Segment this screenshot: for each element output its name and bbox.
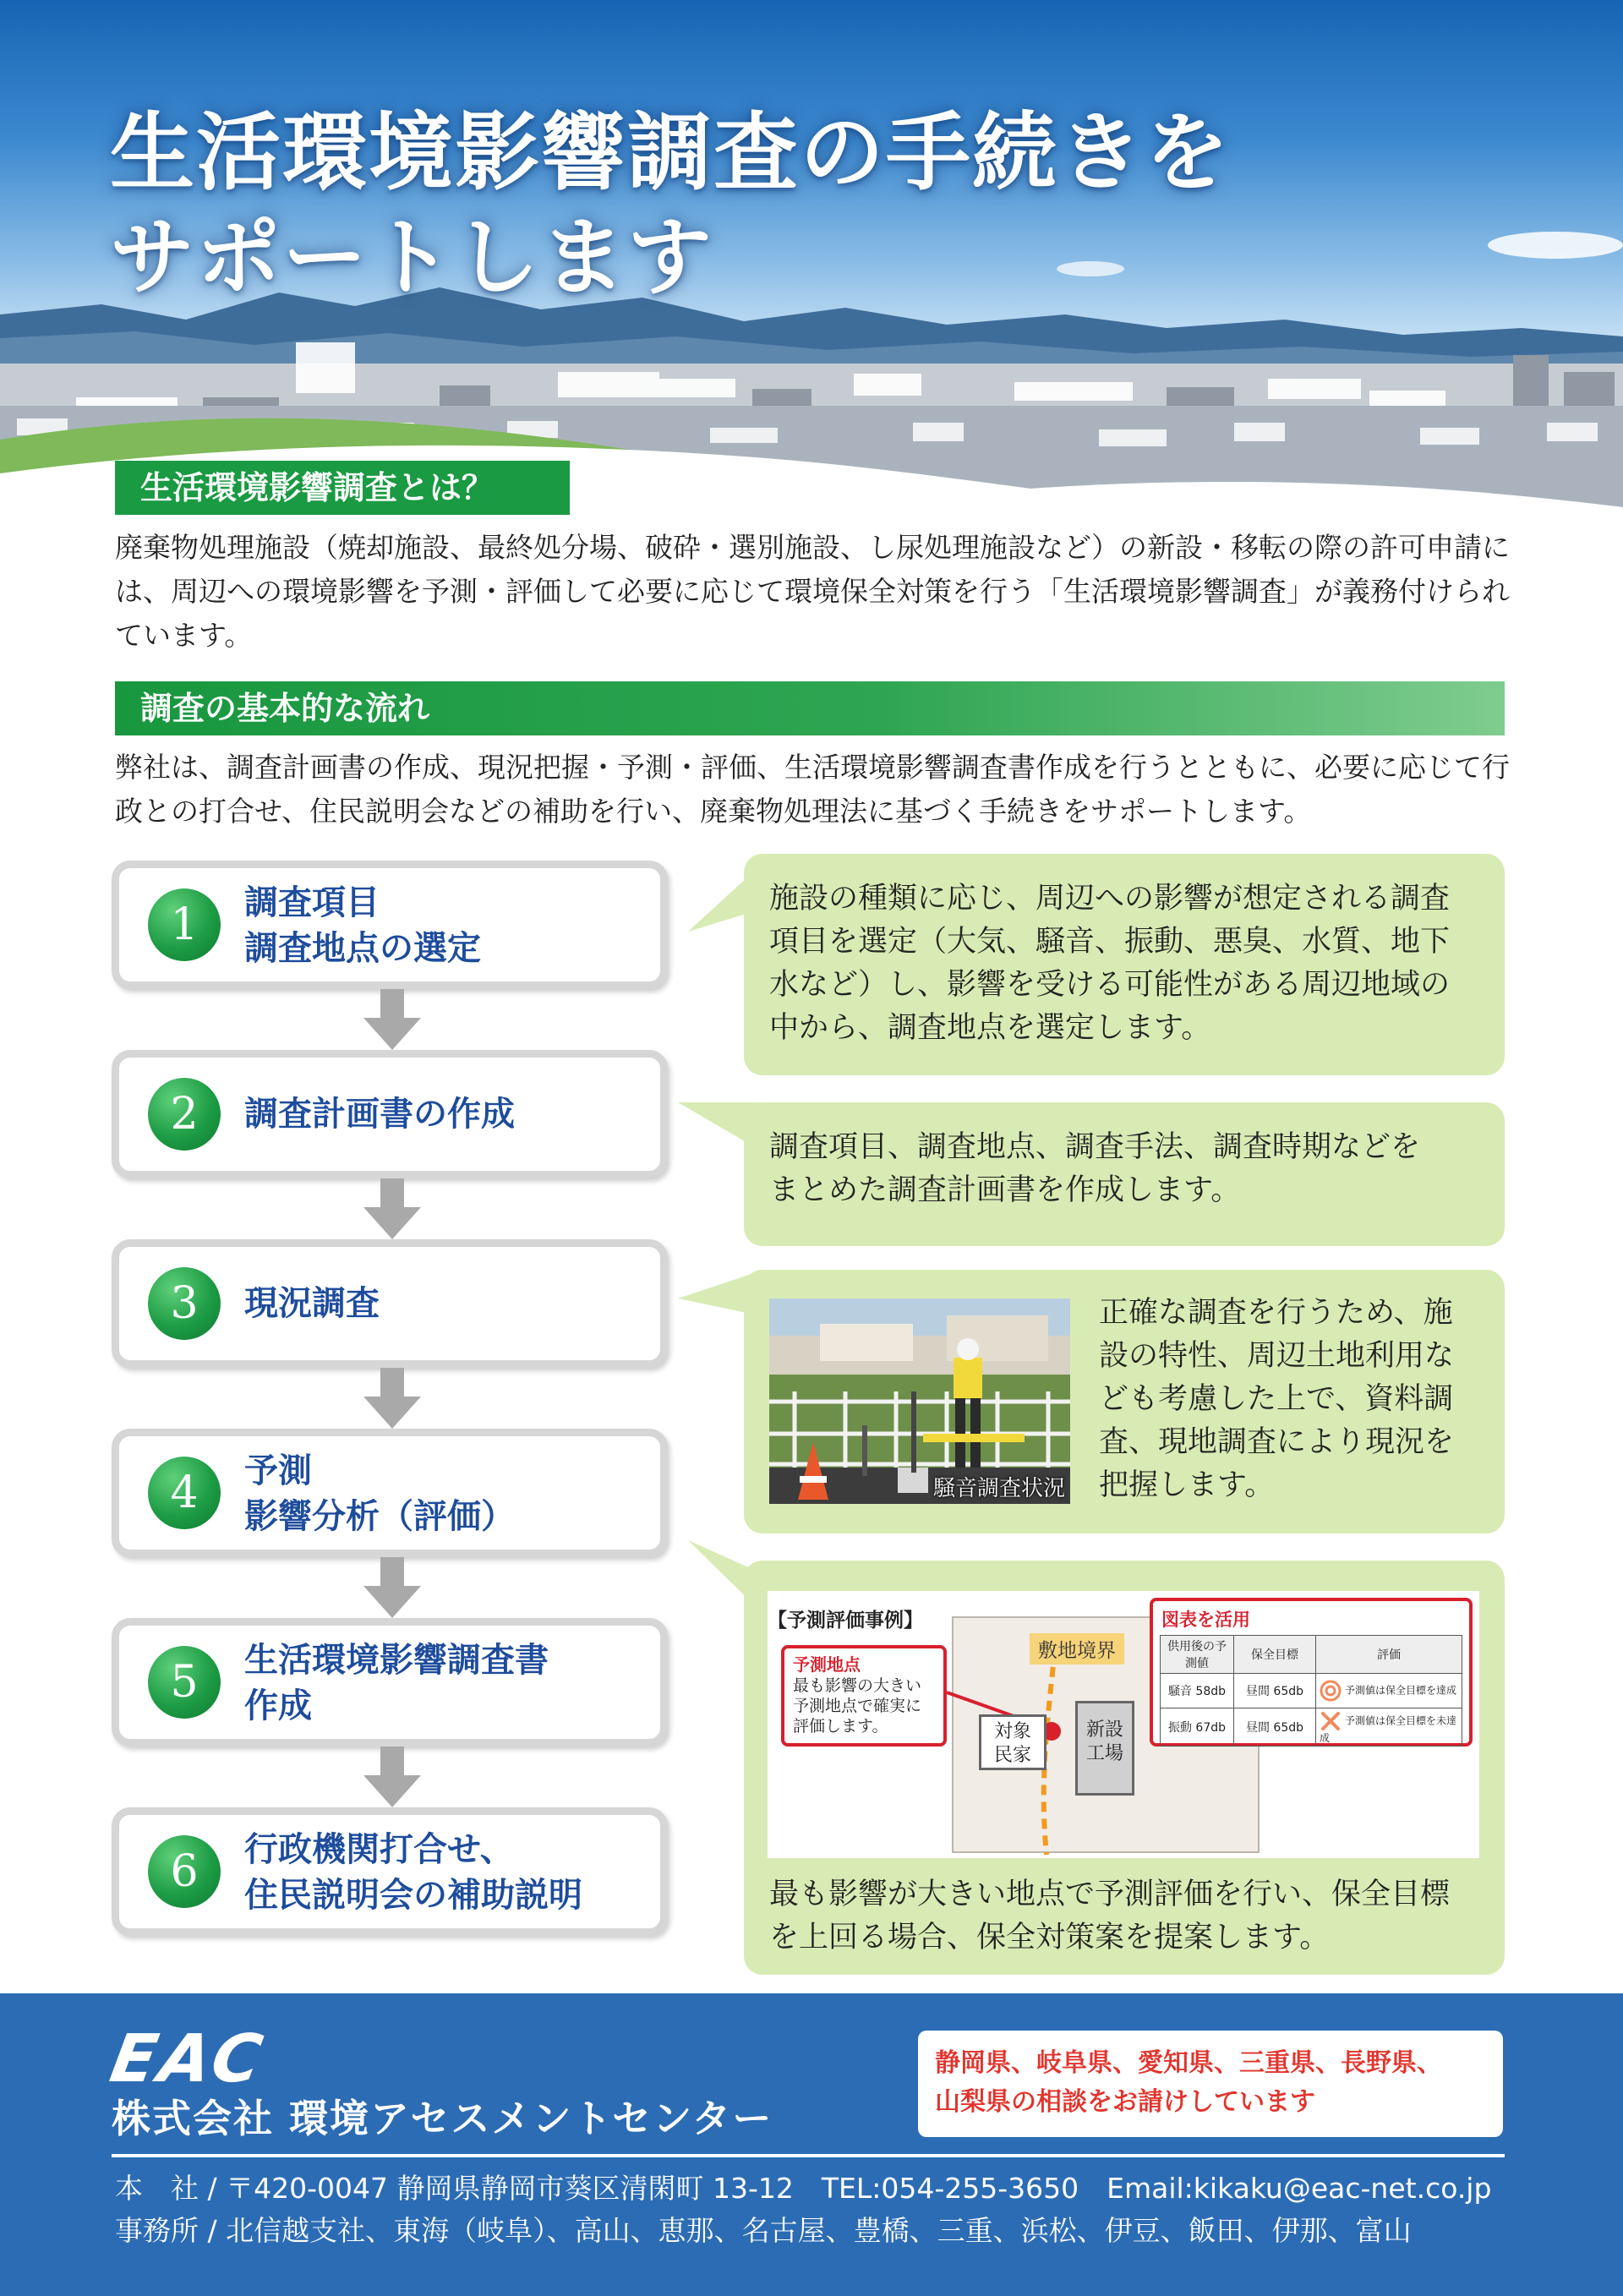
down-arrow-icon [363, 1178, 421, 1239]
table-header: 保全目標 [1234, 1636, 1316, 1674]
step-label-line1: 調査項目 [244, 883, 380, 922]
step-card-3 [112, 1239, 668, 1368]
step-card-2 [112, 1050, 668, 1178]
callout-line: 施設の種類に応じ、周辺への影響が想定される調査 [769, 882, 1451, 916]
step-label-line1: 行政機関打合せ、 [244, 1830, 514, 1869]
factory-label-line2: 工場 [1085, 1743, 1123, 1764]
callout-line: を上回る場合、保全対策案を提案します。 [769, 1921, 1330, 1954]
step-number-badge: 1 [148, 888, 221, 961]
down-arrow-icon [363, 989, 421, 1050]
down-arrow-icon [363, 1368, 421, 1429]
callout-1-text [769, 877, 1450, 1050]
step-label [244, 1827, 582, 1918]
down-arrow-icon [363, 1747, 421, 1807]
office-list: 事務所 / 北信越支社、東海（岐阜）、高山、恵那、名古屋、豊橋、三重、浜松、伊豆、飯田、伊那、富山 [115, 2214, 1412, 2247]
new-factory [1075, 1701, 1134, 1796]
step-label [244, 1637, 549, 1729]
double-circle-ok-icon [1320, 1680, 1342, 1702]
step-label-line2: 調査地点の選定 [244, 929, 481, 968]
eac-logo: EAC [105, 2021, 271, 2097]
callout-line: 水など）し、影響を受ける可能性がある周辺地域の [769, 968, 1451, 1002]
section-heading-what-is: 生活環境影響調査とは？ [115, 461, 570, 515]
table-header: 供用後の予測値 [1161, 1636, 1234, 1674]
step-number-badge: 2 [148, 1078, 221, 1151]
callout-line: 最も影響が大きい地点で予測評価を行い、保全目標 [769, 1878, 1451, 1911]
callout-line: ども考慮した上で、資料調 [1099, 1382, 1454, 1416]
section-body-what-is: 廃棄物処理施設（焼却施設、最終処分場、破砕・選別施設、し尿処理施設など）の新設・移転の際の許可申請には、周辺への環境影響を予測・評価して必要に応じて環境保全対策を行う「生活環境影響調査」が義務付けられています。 [115, 531, 1510, 652]
section-heading-flow: 調査の基本的な流れ [115, 681, 1505, 735]
hero-banner [0, 0, 1623, 507]
headquarters-address: 本 社 / 〒420-0047 静岡県静岡市葵区清閑町 13-12 TEL:054-255-3650 Email:kikaku@eac-net.co.jp [115, 2172, 1492, 2205]
step-number-badge: 5 [148, 1646, 221, 1719]
step-number-badge: 4 [148, 1457, 221, 1529]
evaluation-table-title: 図表を活用 [1161, 1610, 1250, 1630]
evaluation-text: 予測値は保全目標を未達成 [1320, 1714, 1457, 1744]
callout-line: まとめた調査計画書を作成します。 [769, 1173, 1241, 1207]
evaluation-text: 予測値は保全目標を達成 [1345, 1684, 1457, 1697]
company-name: 株式会社 環境アセスメントセンター [112, 2096, 773, 2141]
prediction-point-desc: 最も影響の大きい予測地点で確実に評価します。 [793, 1676, 922, 1736]
table-cell: 昼間 65db [1234, 1708, 1316, 1747]
callout-line: 把握します。 [1099, 1468, 1275, 1502]
evaluation-table-box [1150, 1598, 1473, 1747]
table-cell: 昼間 65db [1234, 1674, 1316, 1708]
table-row [1161, 1708, 1462, 1747]
table-cell: 騒音 58db [1161, 1674, 1234, 1708]
factory-label-line1: 新設 [1085, 1719, 1123, 1741]
service-regions-box [918, 2031, 1503, 2137]
step-label [244, 1281, 380, 1326]
table-row [1161, 1674, 1462, 1708]
callout-line: 調査項目、調査地点、調査手法、調査時期などを [769, 1130, 1421, 1164]
step-label-line1: 現況調査 [244, 1284, 380, 1323]
table-header-row [1161, 1636, 1462, 1674]
cross-ng-icon [1320, 1710, 1342, 1732]
table-cell [1316, 1708, 1462, 1747]
photo-caption: 騒音調査状況 [932, 1476, 1065, 1501]
step-card-4 [112, 1429, 668, 1557]
step-label-line2: 作成 [244, 1686, 312, 1725]
callout-line: 中から、調査地点を選定します。 [769, 1011, 1211, 1045]
target-house [979, 1714, 1046, 1770]
house-label-line2: 民家 [993, 1745, 1031, 1766]
section-body-flow: 弊社は、調査計画書の作成、現況把握・予測・評価、生活環境影響調査書作成を行うとともに、必要に応じて行政との打合せ、住民説明会などの補助を行い、廃棄物処理法に基づく手続きをサポートします。 [115, 751, 1510, 828]
step-label-line1: 生活環境影響調査書 [244, 1641, 549, 1680]
step-card-6 [112, 1807, 668, 1936]
prediction-example-figure [768, 1591, 1479, 1858]
step-card-1 [112, 861, 668, 989]
callout-line: 正確な調査を行うため、施 [1099, 1296, 1453, 1330]
step-label [244, 880, 481, 971]
callout-4-text [769, 1873, 1450, 1960]
step-label [244, 1448, 515, 1539]
main-title-line2: サポートします [110, 207, 713, 307]
callout-line: 査、現地調査により現況を [1099, 1425, 1455, 1459]
step-label-line2: 影響分析（評価） [244, 1497, 515, 1536]
step-card-5 [112, 1618, 668, 1747]
callout-2-text [769, 1126, 1420, 1212]
step-label [244, 1091, 515, 1137]
callout-line: 設の特性、周辺土地利用な [1099, 1339, 1455, 1373]
step-number-badge: 6 [148, 1835, 221, 1908]
regions-line1: 静岡県、岐阜県、愛知県、三重県、長野県、 [935, 2048, 1442, 2078]
step-label-line1: 調査計画書の作成 [244, 1095, 515, 1134]
main-title [110, 100, 1231, 309]
main-title-line1: 生活環境影響調査の手続きを [110, 102, 1231, 202]
table-header: 評価 [1316, 1636, 1462, 1674]
callout-3-text [1099, 1292, 1454, 1507]
step-label-line1: 予測 [244, 1451, 312, 1490]
down-arrow-icon [363, 1557, 421, 1618]
table-cell [1316, 1674, 1462, 1708]
evaluation-table [1160, 1635, 1462, 1747]
example-title: 【予測評価事例】 [768, 1610, 923, 1632]
callout-line: 項目を選定（大気、騒音、振動、悪臭、水質、地下 [769, 925, 1451, 959]
prediction-point-title: 予測地点 [793, 1654, 861, 1675]
noise-survey-photo [769, 1298, 1070, 1504]
step-number-badge: 3 [148, 1267, 221, 1340]
site-boundary-label: 敷地境界 [1030, 1633, 1124, 1665]
step-label-line2: 住民説明会の補助説明 [244, 1876, 582, 1915]
house-label-line1: 対象 [993, 1721, 1031, 1742]
table-cell: 振動 67db [1161, 1708, 1234, 1747]
prediction-point-note [781, 1645, 947, 1747]
footer-divider [112, 2154, 1505, 2157]
regions-line2: 山梨県の相談をお請けしています [935, 2087, 1315, 2117]
